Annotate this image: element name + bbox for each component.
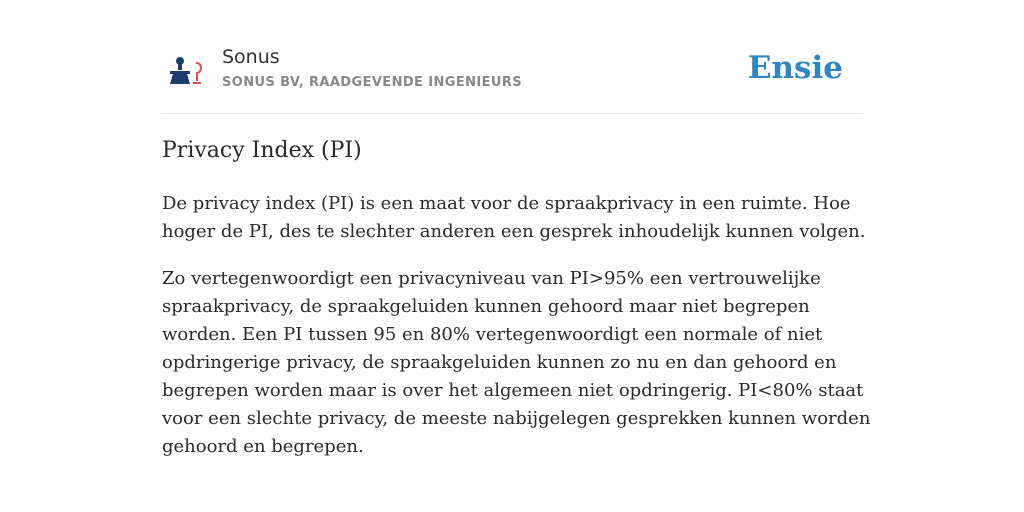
author-subtitle: SONUS BV, RAADGEVENDE INGENIEURS [222, 75, 523, 90]
entry-card [162, 0, 871, 512]
definition-paragraph: Zo vertegenwoordigt een privacyniveau van PI>95% een vertrouwelijke spraakprivacy, de spraakgeluiden kunnen gehoord maar niet begrepen worden. Een PI tussen 95 en 80% vertegenwoordigt een normale of niet opdringerige privacy, de spraakgeluiden kunnen zo nu en dan gehoord en begrepen worden maar is over het algemeen niet opdringerig. PI<80% staat voor een slechte privacy, de meeste nabijgelegen gesprekken kunnen worden gehoord en begrepen. [162, 268, 871, 457]
page-title: Privacy Index (PI) [162, 138, 362, 163]
entry-header [162, 40, 862, 114]
brand-logo[interactable]: Ensie [747, 50, 843, 86]
sonus-logo-icon [166, 54, 206, 88]
author-name[interactable]: Sonus [222, 46, 280, 68]
definition-paragraph: De privacy index (PI) is een maat voor de spraakprivacy in een ruimte. Hoe hoger de PI, des te slechter anderen een gesprek inhoudelijk kunnen volgen. [162, 193, 866, 242]
